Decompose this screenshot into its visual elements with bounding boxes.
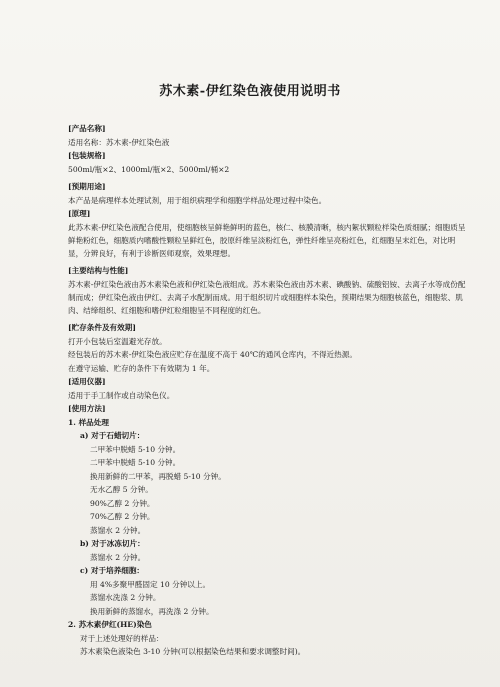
usage-item: 无水乙醇 5 分钟。	[90, 485, 153, 495]
usage-step-2: 2. 苏木素伊红(HE)染色	[68, 620, 152, 630]
section-heading-usage: [使用方法]	[68, 404, 106, 414]
section-heading-packaging: [包装规格]	[68, 151, 106, 160]
usage-item: 换用新鲜的蒸馏水，再洗涤 2 分钟。	[90, 606, 214, 616]
usage-substep-a: a) 对于石蜡切片：	[80, 431, 145, 441]
usage-item: 蒸馏水 2 分钟。	[90, 552, 146, 562]
instrument-line: 适用于手工制作或自动染色仪。	[68, 390, 175, 400]
storage-line: 经包装后的苏木素-伊红染色液应贮存在温度不高于 40℃的通风仓库内，不得近热源。	[68, 350, 357, 360]
usage-item: 用 4%多聚甲醛固定 10 分钟以上。	[90, 579, 211, 589]
product-name-line: 适用名称：苏木素-伊红染色液	[68, 137, 170, 147]
usage-item: 90%乙醇 2 分钟。	[90, 498, 155, 508]
section-heading-storage: [贮存条件及有效期]	[68, 323, 136, 333]
composition-paragraph: 苏木素-伊红染色液由苏木素染色液和伊红染色液组成。苏木素染色液由苏木素、碘酸钠、硫酸铝铵、去离子水等成份配制而成；伊红染色液由伊红、去离子水配制而成。用于组织切片或细胞样本染色，预期结果为细胞核蓝色，细胞浆、肌肉、结缔组织、红细胞和嗜伊红粒细胞呈不同程度的红色。	[68, 279, 466, 316]
usage-item: 蒸馏水洗涤 2 分钟。	[90, 593, 161, 603]
document-title: 苏木素-伊红染色液使用说明书	[159, 84, 341, 99]
packaging-line: 500ml/瓶×2、1000ml/瓶×2、5000ml/桶×2	[68, 164, 230, 174]
usage-item: 二甲苯中脱蜡 5-10 分钟。	[90, 444, 181, 454]
storage-line: 在遵守运输、贮存的条件下有效期为 1 年。	[68, 363, 215, 373]
section-heading-principle: [原理]	[68, 209, 91, 218]
document-body	[68, 122, 466, 659]
usage-substep-b: b) 对于冰冻切片：	[80, 539, 145, 549]
usage-item: 70%乙醇 2 分钟。	[90, 512, 155, 522]
usage-step-1: 1. 样品处理	[68, 417, 109, 427]
section-heading-intended-use: [预期用途]	[68, 182, 106, 191]
section-heading-instrument: [适用仪器]	[68, 377, 106, 387]
section-heading-product-name: [产品名称]	[68, 124, 106, 133]
usage-item: 换用新鲜的二甲苯，再脱蜡 5-10 分钟。	[90, 471, 226, 481]
intended-use-line: 本产品是病理样本处理试剂，用于组织病理学和细胞学样品处理过程中染色。	[68, 195, 327, 205]
storage-line: 打开小包装后室温避光存放。	[68, 336, 167, 346]
usage-item: 蒸馏水 2 分钟。	[90, 525, 146, 535]
usage-item: 苏木素染色液染色 3-10 分钟(可以根据染色结果和要求调整时间)。	[80, 647, 306, 657]
usage-item: 二甲苯中脱蜡 5-10 分钟。	[90, 458, 181, 468]
principle-paragraph: 此苏木素-伊红染色液配合使用，使细胞核呈鲜艳鲜明的蓝色，核仁、核膜清晰，核内絮状颗粒样染色质细腻；细胞质呈鲜艳粉红色，细胞质内嗜酸性颗粒呈鲜红色，胶原纤维呈淡粉红色，弹性纤维呈亮粉红色，红细胞呈末红色，对比明显，分辨良好，有利于诊断医师观察，效果理想。	[68, 222, 466, 258]
section-heading-composition: [主要结构与性能]	[68, 266, 129, 276]
usage-item: 对于上述处理好的样品：	[80, 633, 164, 643]
usage-substep-c: c) 对于培养细胞：	[80, 566, 145, 576]
